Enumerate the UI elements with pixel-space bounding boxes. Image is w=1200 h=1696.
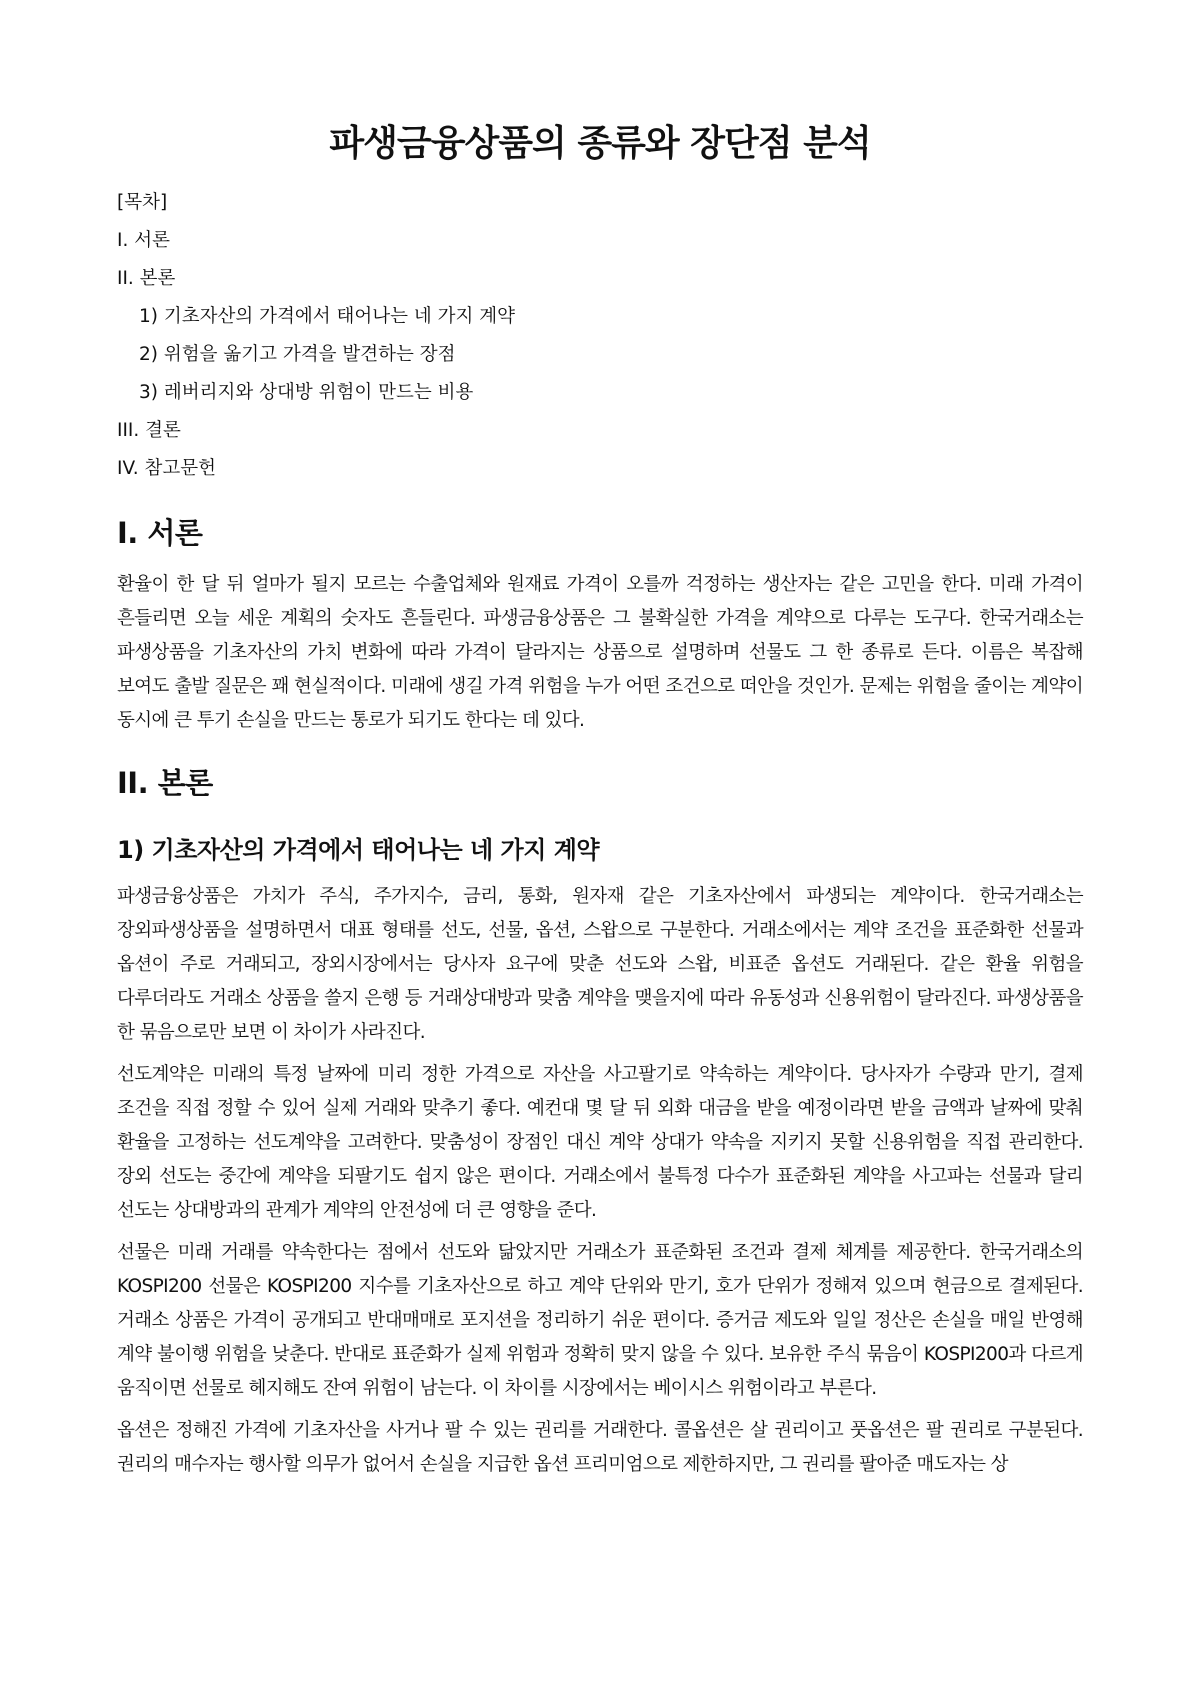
toc-item: I. 서론: [117, 230, 170, 251]
toc-item: 1) 기초자산의 가격에서 태어나는 네 가지 계약: [139, 306, 515, 327]
toc-item: IV. 참고문헌: [117, 458, 216, 479]
table-of-contents: [117, 184, 1083, 488]
toc-item: II. 본론: [117, 268, 176, 289]
paragraph: 선물은 미래 거래를 약속한다는 점에서 선도와 닮았지만 거래소가 표준화된 조건과 결제 체계를 제공한다. 한국거래소의 KOSPI200 선물은 KOSPI200 지수를 기초자산으로 하고 계약 단위와 만기, 호가 단위가 정해져 있으며 현금으로 결제된다. 거래소 상품은 가격이 공개되고 반대매매로 포지션을 정리하기 쉬운 편이다. 증거금 제도와 일일 정산은 손실을 매일 반영해 계약 불이행 위험을 낮춘다. 반대로 표준화가 실제 위험과 정확히 맞지 않을 수 있다. 보유한 주식 묶음이 KOSPI200과 다르게 움직이면 선물로 헤지해도 잔여 위험이 남는다. 이 차이를 시장에서는 베이시스 위험이라고 부른다.: [117, 1242, 1083, 1399]
document-title: 파생금융상품의 종류와 장단점 분석: [329, 123, 871, 164]
paragraph: 환율이 한 달 뒤 얼마가 될지 모르는 수출업체와 원재료 가격이 오를까 걱정하는 생산자는 같은 고민을 한다. 미래 가격이 흔들리면 오늘 세운 계획의 숫자도 흔들린다. 파생금융상품은 그 불확실한 가격을 계약으로 다루는 도구다. 한국거래소는 파생상품을 기초자산의 가치 변화에 따라 가격이 달라지는 상품으로 설명하며 선물도 그 한 종류로 든다. 이름은 복잡해 보여도 출발 질문은 꽤 현실적이다. 미래에 생길 가격 위험을 누가 어떤 조건으로 떠안을 것인가. 문제는 위험을 줄이는 계약이 동시에 큰 투기 손실을 만드는 통로가 되기도 한다는 데 있다.: [117, 574, 1083, 731]
paragraph: 옵션은 정해진 가격에 기초자산을 사거나 팔 수 있는 권리를 거래한다. 콜옵션은 살 권리이고 풋옵션은 팔 권리로 구분된다. 권리의 매수자는 행사할 의무가 없어서 손실을 지급한 옵션 프리미엄으로 제한하지만, 그 권리를 팔아준 매도자는 상: [117, 1420, 1083, 1475]
paragraph: 선도계약은 미래의 특정 날짜에 미리 정한 가격으로 자산을 사고팔기로 약속하는 계약이다. 당사자가 수량과 만기, 결제 조건을 직접 정할 수 있어 실제 거래와 맞추기 좋다. 예컨대 몇 달 뒤 외화 대금을 받을 예정이라면 받을 금액과 날짜에 맞춰 환율을 고정하는 선도계약을 고려한다. 맞춤성이 장점인 대신 계약 상대가 약속을 지키지 못할 신용위험을 직접 관리한다. 장외 선도는 중간에 계약을 되팔기도 쉽지 않은 편이다. 거래소에서 불특정 다수가 표준화된 계약을 사고파는 선물과 달리 선도는 상대방과의 관계가 계약의 안전성에 더 큰 영향을 준다.: [117, 1064, 1083, 1221]
section-heading-body: II. 본론: [117, 766, 213, 800]
paragraph: 파생금융상품은 가치가 주식, 주가지수, 금리, 통화, 원자재 같은 기초자산에서 파생되는 계약이다. 한국거래소는 장외파생상품을 설명하면서 대표 형태를 선도, 선물, 옵션, 스왑으로 구분한다. 거래소에서는 계약 조건을 표준화한 선물과 옵션이 주로 거래되고, 장외시장에서는 당사자 요구에 맞춘 선도와 스왑, 비표준 옵션도 거래된다. 같은 환율 위험을 다루더라도 거래소 상품을 쓸지 은행 등 거래상대방과 맞춤 계약을 맺을지에 따라 유동성과 신용위험이 달라진다. 파생상품을 한 묶음으로만 보면 이 차이가 사라진다.: [117, 886, 1083, 1043]
toc-item: 3) 레버리지와 상대방 위험이 만드는 비용: [139, 382, 474, 403]
toc-item: 2) 위험을 옮기고 가격을 발견하는 장점: [139, 344, 456, 365]
section-heading-intro: I. 서론: [117, 516, 203, 550]
toc-item: III. 결론: [117, 420, 181, 441]
toc-heading: [목차]: [117, 192, 168, 213]
subsection-heading: 1) 기초자산의 가격에서 태어나는 네 가지 계약: [117, 836, 600, 864]
